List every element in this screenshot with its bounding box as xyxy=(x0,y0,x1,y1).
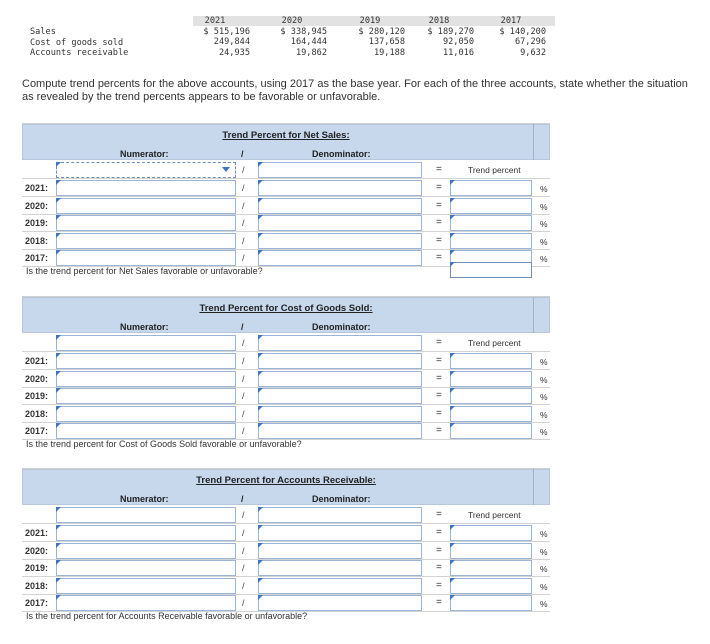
year-column-2017 xyxy=(476,16,546,58)
trend-percent-input[interactable] xyxy=(450,371,532,387)
divide-sign: / xyxy=(242,408,245,419)
year-row xyxy=(22,542,550,560)
equals-sign: = xyxy=(436,164,442,175)
year-row xyxy=(22,232,550,250)
numerator-input[interactable] xyxy=(56,353,236,369)
divide-sign: / xyxy=(242,338,245,348)
year-label: 2018: xyxy=(25,235,49,246)
trend-percent-input[interactable] xyxy=(450,388,532,404)
percent-sign: % xyxy=(540,409,548,420)
favorability-question: Is the trend percent for Cost of Goods Sold favorable or unfavorable? xyxy=(26,439,302,449)
denominator-input[interactable] xyxy=(258,371,422,387)
equals-sign: = xyxy=(436,597,442,608)
year-column-2021 xyxy=(180,16,250,58)
denominator-label: Denominator: xyxy=(312,494,371,504)
trend-table-net-sales xyxy=(22,123,550,283)
account-labels xyxy=(30,27,128,59)
trend-percent-input[interactable] xyxy=(450,578,532,594)
percent-sign: % xyxy=(540,254,548,264)
value-cell: 92,050 xyxy=(442,37,474,47)
account-data-table xyxy=(30,16,546,62)
year-label: 2018: xyxy=(25,408,49,419)
trend-percent-label: Trend percent xyxy=(468,165,521,175)
trend-percent-input[interactable] xyxy=(450,560,532,576)
divide-sign: / xyxy=(242,580,245,591)
year-label: 2019: xyxy=(25,563,49,573)
denominator-input[interactable] xyxy=(258,560,422,576)
year-row xyxy=(22,559,550,577)
denominator-label-input[interactable] xyxy=(258,162,422,178)
equals-sign: = xyxy=(436,217,442,228)
numerator-input[interactable] xyxy=(56,233,236,249)
equals-sign: = xyxy=(436,372,442,384)
equals-sign: = xyxy=(436,390,442,401)
equals-sign: = xyxy=(436,579,442,591)
numerator-input[interactable] xyxy=(56,250,236,266)
equals-sign: = xyxy=(436,544,442,556)
value-cell: 19,862 xyxy=(295,47,327,58)
year-row xyxy=(22,179,550,197)
divide-sign: / xyxy=(242,426,245,436)
divide-sign: / xyxy=(242,218,245,228)
trend-percent-input[interactable] xyxy=(450,353,532,369)
numerator-label-input[interactable] xyxy=(56,335,236,351)
denominator-label-input[interactable] xyxy=(258,507,422,523)
value-cell: $ 280,120 xyxy=(358,26,405,37)
account-label-sales: Sales xyxy=(30,27,56,37)
trend-percent-label: Trend percent xyxy=(468,338,521,348)
year-label: 2017: xyxy=(25,253,49,263)
divide-header: / xyxy=(241,149,244,159)
equals-sign: = xyxy=(436,527,442,538)
divide-sign: / xyxy=(242,235,245,246)
favorability-question: Is the trend percent for Accounts Receivable favorable or unfavorable? xyxy=(26,611,308,621)
denominator-input[interactable] xyxy=(258,233,422,249)
value-cell: 24,935 xyxy=(218,47,250,58)
divide-header: / xyxy=(241,322,244,332)
denominator-input[interactable] xyxy=(258,180,422,196)
value-cell: 11,016 xyxy=(442,47,474,58)
divide-header: / xyxy=(241,494,244,504)
equals-sign: = xyxy=(436,337,442,348)
numerator-input[interactable] xyxy=(56,371,236,387)
value-cell: 249,844 xyxy=(213,37,250,47)
numerator-input[interactable] xyxy=(56,215,236,231)
value-cell: $ 515,196 xyxy=(203,26,250,37)
percent-sign: % xyxy=(540,374,548,385)
divide-sign: / xyxy=(242,200,245,211)
denominator-input[interactable] xyxy=(258,388,422,404)
year-row xyxy=(22,214,550,232)
year-header: 2019 xyxy=(359,16,381,26)
denominator-label: Denominator: xyxy=(312,149,371,159)
account-label-cogs: Cost of goods sold xyxy=(30,37,124,48)
denominator-input[interactable] xyxy=(258,250,422,266)
denominator-input[interactable] xyxy=(258,423,422,439)
trend-percent-label: Trend percent xyxy=(468,510,521,520)
value-cell: 164,444 xyxy=(290,37,327,47)
trend-percent-input[interactable] xyxy=(450,595,532,611)
numerator-label: Numerator: xyxy=(120,494,169,504)
year-label: 2018: xyxy=(25,580,49,591)
divide-sign: / xyxy=(242,373,245,384)
percent-sign: % xyxy=(540,546,548,557)
numerator-input[interactable] xyxy=(56,388,236,404)
numerator-label: Numerator: xyxy=(120,322,169,332)
trend-percent-input[interactable] xyxy=(450,198,532,214)
label-row xyxy=(22,334,550,352)
numerator-input[interactable] xyxy=(56,198,236,214)
year-column-2020 xyxy=(257,16,327,58)
trend-percent-input[interactable] xyxy=(450,233,532,249)
year-column-2018 xyxy=(404,16,474,58)
section-title: Trend Percent for Cost of Goods Sold: xyxy=(199,303,373,314)
section-title: Trend Percent for Net Sales: xyxy=(222,130,350,141)
numerator-input[interactable] xyxy=(56,423,236,439)
trend-percent-input[interactable] xyxy=(450,215,532,231)
year-header: 2021 xyxy=(204,16,226,26)
trend-percent-input[interactable] xyxy=(450,180,532,196)
year-label: 2019: xyxy=(25,218,49,228)
year-column-2019 xyxy=(335,16,405,58)
year-label: 2019: xyxy=(25,391,49,401)
year-row xyxy=(22,387,550,405)
divide-sign: / xyxy=(242,510,245,520)
numerator-input[interactable] xyxy=(56,406,236,422)
denominator-input[interactable] xyxy=(258,406,422,422)
denominator-label: Denominator: xyxy=(312,322,371,332)
percent-sign: % xyxy=(540,564,548,574)
value-cell: $ 338,945 xyxy=(280,26,327,37)
trend-percent-input[interactable] xyxy=(450,406,532,422)
year-header: 2018 xyxy=(428,16,450,26)
section-title: Trend Percent for Accounts Receivable: xyxy=(196,475,376,486)
trend-percent-input[interactable] xyxy=(450,423,532,439)
percent-sign: % xyxy=(540,392,548,402)
equals-sign: = xyxy=(436,199,442,211)
numerator-input[interactable] xyxy=(56,578,236,594)
denominator-input[interactable] xyxy=(258,215,422,231)
denominator-input[interactable] xyxy=(258,543,422,559)
trend-table-cogs xyxy=(22,296,550,456)
year-row xyxy=(22,197,550,215)
label-row xyxy=(22,161,550,179)
year-label: 2021: xyxy=(25,356,49,366)
percent-sign: % xyxy=(540,599,548,609)
year-row xyxy=(22,422,550,440)
year-row xyxy=(22,577,550,595)
value-cell: 9,632 xyxy=(520,47,546,58)
equals-sign: = xyxy=(436,182,442,193)
year-row xyxy=(22,370,550,388)
numerator-input[interactable] xyxy=(56,525,236,541)
denominator-input[interactable] xyxy=(258,353,422,369)
numerator-input[interactable] xyxy=(56,180,236,196)
divide-sign: / xyxy=(242,253,245,263)
value-cell: 137,658 xyxy=(368,37,405,47)
year-label: 2020: xyxy=(25,373,49,384)
divide-sign: / xyxy=(242,165,245,175)
year-row xyxy=(22,352,550,370)
year-label: 2021: xyxy=(25,183,49,193)
label-row xyxy=(22,506,550,524)
favorability-select[interactable] xyxy=(450,262,532,278)
year-row xyxy=(22,594,550,612)
year-label: 2017: xyxy=(25,598,49,608)
year-label: 2017: xyxy=(25,426,49,436)
percent-sign: % xyxy=(540,529,548,539)
numerator-label-input[interactable] xyxy=(56,162,236,178)
year-row xyxy=(22,524,550,542)
equals-sign: = xyxy=(436,355,442,366)
percent-sign: % xyxy=(540,201,548,212)
denominator-input[interactable] xyxy=(258,595,422,611)
denominator-input[interactable] xyxy=(258,198,422,214)
divide-sign: / xyxy=(242,391,245,401)
numerator-input[interactable] xyxy=(56,595,236,611)
denominator-input[interactable] xyxy=(258,525,422,541)
equals-sign: = xyxy=(436,407,442,419)
trend-percent-input[interactable] xyxy=(450,525,532,541)
divide-sign: / xyxy=(242,528,245,538)
percent-sign: % xyxy=(540,184,548,194)
equals-sign: = xyxy=(436,252,442,263)
equals-sign: = xyxy=(436,562,442,573)
trend-percent-input[interactable] xyxy=(450,543,532,559)
equals-sign: = xyxy=(436,234,442,246)
value-cell: $ 140,200 xyxy=(499,26,546,37)
year-header: 2017 xyxy=(500,16,522,26)
numerator-label: Numerator: xyxy=(120,149,169,159)
equals-sign: = xyxy=(436,509,442,520)
numerator-input[interactable] xyxy=(56,560,236,576)
divide-sign: / xyxy=(242,356,245,366)
divide-sign: / xyxy=(242,563,245,573)
divide-sign: / xyxy=(242,545,245,556)
chevron-down-icon[interactable] xyxy=(222,167,230,172)
numerator-label-input[interactable] xyxy=(56,507,236,523)
year-header: 2020 xyxy=(281,16,303,26)
value-cell: $ 189,270 xyxy=(427,26,474,37)
favorability-question: Is the trend percent for Net Sales favorable or unfavorable? xyxy=(26,266,263,276)
year-label: 2020: xyxy=(25,545,49,556)
percent-sign: % xyxy=(540,219,548,229)
percent-sign: % xyxy=(540,236,548,247)
year-label: 2020: xyxy=(25,200,49,211)
divide-sign: / xyxy=(242,183,245,193)
year-label: 2021: xyxy=(25,528,49,538)
percent-sign: % xyxy=(540,581,548,592)
divide-sign: / xyxy=(242,598,245,608)
value-cell: 19,188 xyxy=(373,47,405,58)
account-label-ar: Accounts receivable xyxy=(30,48,129,58)
numerator-input[interactable] xyxy=(56,543,236,559)
denominator-label-input[interactable] xyxy=(258,335,422,351)
instructions-text: Compute trend percents for the above accounts, using 2017 as the base year. For each of the three accounts, state whether the situation as revealed by the trend percents appears to be favorable or unfavorable. xyxy=(22,78,688,103)
denominator-input[interactable] xyxy=(258,578,422,594)
value-cell: 67,296 xyxy=(514,37,546,47)
percent-sign: % xyxy=(540,357,548,367)
percent-sign: % xyxy=(540,427,548,437)
trend-table-accounts-receivable xyxy=(22,468,550,628)
equals-sign: = xyxy=(436,425,442,436)
year-row xyxy=(22,405,550,423)
